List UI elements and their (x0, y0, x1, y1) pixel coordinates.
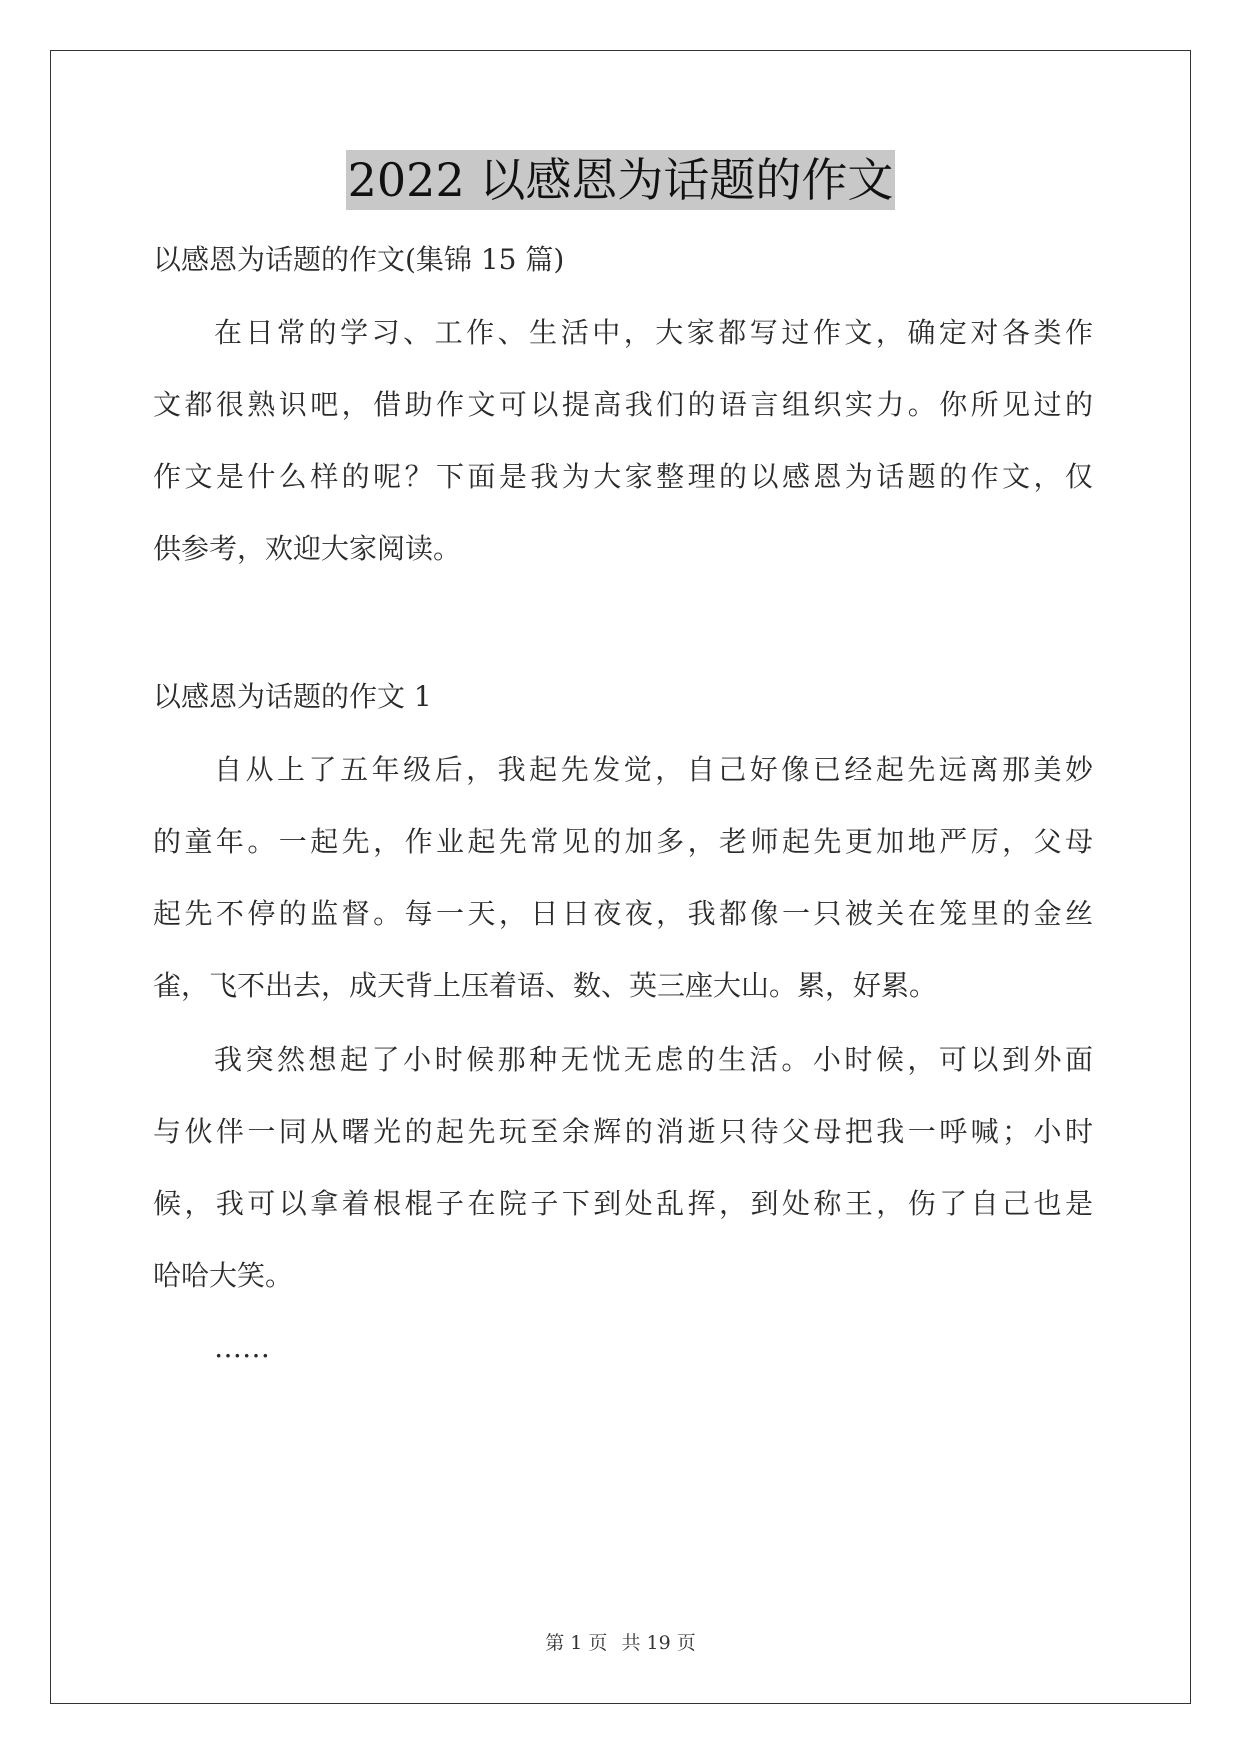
intro-line: 作文是什么样的呢？下面是我为大家整理的以感恩为话题的作文，仅 (153, 460, 1093, 493)
title-wrap (0, 150, 1241, 210)
paragraph-line: 自从上了五年级后，我起先发觉，自己好像已经起先远离那美妙 (214, 753, 1093, 786)
paragraph-line: 与伙伴一同从曙光的起先玩至余辉的消逝只待父母把我一呼喊；小时 (153, 1115, 1093, 1148)
intro-line: 在日常的学习、工作、生活中，大家都写过作文，确定对各类作 (214, 316, 1093, 349)
ellipsis: …… (214, 1331, 270, 1364)
document-subtitle: 以感恩为话题的作文(集锦 15 篇) (153, 243, 565, 276)
paragraph-line: 雀，飞不出去，成天背上压着语、数、英三座大山。累，好累。 (153, 969, 938, 1002)
paragraph-line: 哈哈大笑。 (153, 1259, 294, 1292)
intro-line: 供参考，欢迎大家阅读。 (153, 532, 462, 565)
section-heading: 以感恩为话题的作文 1 (153, 680, 432, 713)
paragraph-line: 候，我可以拿着根棍子在院子下到处乱挥，到处称王，伤了自己也是 (153, 1187, 1093, 1220)
paragraph-line: 我突然想起了小时候那种无忧无虑的生活。小时候，可以到外面 (214, 1043, 1093, 1076)
intro-line: 文都很熟识吧，借助作文可以提高我们的语言组织实力。你所见过的 (153, 388, 1093, 421)
paragraph-line: 起先不停的监督。每一天，日日夜夜，我都像一只被关在笼里的金丝 (153, 897, 1093, 930)
page-footer (0, 1630, 1241, 1656)
page-border (50, 50, 1191, 1704)
page-total: 共 19 页 (621, 1632, 696, 1654)
document-title: 2022 以感恩为话题的作文 (346, 150, 896, 210)
paragraph-line: 的童年。一起先，作业起先常见的加多，老师起先更加地严厉，父母 (153, 825, 1093, 858)
page-number: 第 1 页 (545, 1632, 608, 1654)
